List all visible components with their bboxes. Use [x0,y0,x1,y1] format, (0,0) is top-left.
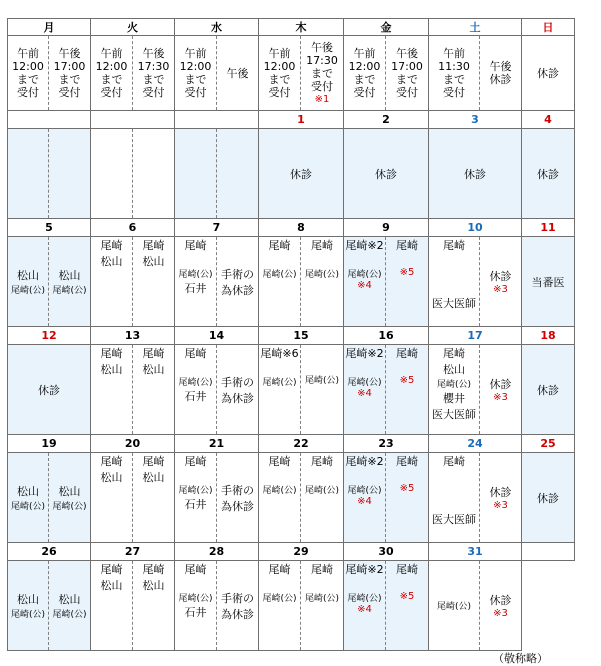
doctor-name: 尾崎 [268,455,291,468]
schedule-cell [480,453,522,543]
day-number: 26 [8,543,91,561]
doctor-name: 尾崎(公) [347,486,382,496]
wed-pm-hours [217,36,259,111]
doctor-name: 石井 [184,390,207,403]
doctor-name: 尾崎(公) [262,486,297,496]
hours-text: まで [268,73,291,86]
closed-cell: 休診 [8,345,91,435]
hours-text: 受付 [396,86,418,99]
hours-text: 受付 [100,86,123,99]
doctor-name: 石井 [184,606,207,619]
sat-pm-hours [480,36,522,111]
closed-text: 手術の [221,375,254,389]
hours-text: 午前 [268,47,291,60]
hours-text: 12:00 [95,60,128,73]
doctor-name: 医大医師 [432,297,476,310]
doctor-name: 尾崎(公) [10,286,46,296]
hours-text: 午前 [443,47,465,60]
doctor-name: 尾崎 [268,563,291,576]
hours-text: 午後 [58,47,81,60]
week1-schedule-row [8,129,575,219]
tue-pm-hours [133,36,175,111]
hours-text: 17:00 [391,60,423,73]
fri-am-hours [344,36,386,111]
closed-text: 休診 [489,594,512,607]
note-text: ※4 [357,496,372,507]
hours-text: 12:00 [348,60,381,73]
schedule-cell [91,453,133,543]
day-number: 23 [344,435,429,453]
hours-text: まで [58,73,81,86]
hours-text: 17:00 [53,60,86,73]
hours-text: 午後 [311,40,333,54]
doctor-name: 尾崎 [100,347,123,360]
doctor-name: 松山 [100,471,123,484]
note-text: ※4 [357,280,372,291]
note-text: ※3 [493,608,508,619]
day-number [175,111,259,129]
closed-cell: 休診 [344,129,429,219]
hours-text: 午後 [142,47,165,60]
doctor-name: 尾崎 [142,239,165,252]
doctor-name: 尾崎(公) [262,378,297,388]
doctor-name: 松山 [17,593,39,606]
doctor-name: 松山 [100,255,123,268]
schedule-cell [133,237,175,327]
day-number: 7 [175,219,259,237]
doctor-name: 医大医師 [432,513,476,526]
schedule-cell [344,453,386,543]
day-number: 13 [91,327,175,345]
day-number: 8 [259,219,344,237]
doctor-name: 尾崎(公) [347,378,382,388]
doctor-name: 尾崎(公) [178,594,213,604]
day-number: 10 [429,219,522,237]
doctor-name: 尾崎 [142,455,165,468]
note-text: ※5 [399,483,415,494]
doctor-name: 櫻井 [443,392,465,405]
doctor-name: 松山 [17,269,39,282]
weekday-thu: 木 [259,19,344,36]
day-number: 14 [175,327,259,345]
doctor-name: 尾崎(公) [304,486,340,496]
schedule-cell [217,453,259,543]
day-number: 24 [429,435,522,453]
hours-text: 午前 [184,47,207,60]
doctor-name: 松山 [58,485,81,498]
day-number: 31 [429,543,522,561]
day-number [522,543,575,561]
doctor-name: 尾崎 [100,239,123,252]
closed-text: 休診 [489,378,512,391]
schedule-cell [49,237,91,327]
doctor-name: 尾崎(公) [52,286,87,296]
doctor-name: 尾崎 [396,347,418,360]
doctor-name: 松山 [100,579,123,592]
clinic-schedule-table [7,18,575,651]
hours-text: 午前 [17,47,39,60]
doctor-name: 尾崎 [443,239,465,252]
doctor-name: 尾崎 [396,563,418,576]
schedule-cell [480,561,522,651]
schedule-cell [8,453,49,543]
closed-text: 休診 [489,270,512,283]
doctor-name: 尾崎(公) [178,378,213,388]
closed-text: 休診 [489,486,512,499]
hours-text: 11:30 [438,60,470,73]
doctor-name: 尾崎※2 [345,347,384,360]
hours-text: 受付 [311,79,333,93]
hours-text: まで [17,73,39,86]
schedule-cell [259,561,301,651]
doctor-name: 尾崎(公) [436,380,472,390]
schedule-cell [344,237,386,327]
wed-am-hours [175,36,217,111]
week4-date-row [8,435,575,453]
doctor-name: 松山 [443,363,465,376]
note-text: ※4 [357,388,372,399]
schedule-cell [344,561,386,651]
hours-text: 午前 [100,47,123,60]
schedule-cell [8,129,49,219]
closed-text: 為休診 [221,499,254,513]
doctor-name: 松山 [58,593,81,606]
schedule-cell [8,237,49,327]
closed-text: 手術の [221,591,254,605]
schedule-cell [175,345,217,435]
doctor-name: 尾崎 [311,455,333,468]
doctor-name: 尾崎 [184,239,207,252]
hours-text: 午後 [489,60,512,73]
day-number: 11 [522,219,575,237]
doctor-name: 尾崎(公) [10,610,46,620]
hours-text: まで [396,73,418,86]
doctor-name: 尾崎(公) [347,270,382,280]
schedule-cell [217,129,259,219]
schedule-cell [217,345,259,435]
hours-text: まで [142,73,165,86]
hours-text: 17:30 [137,60,170,73]
sun-hours: 休診 [522,36,575,111]
schedule-cell [91,561,133,651]
day-number: 15 [259,327,344,345]
hours-text: 午前 [353,47,376,60]
doctor-name: 尾崎(公) [52,502,87,512]
doctor-name: 尾崎(公) [52,610,87,620]
schedule-cell [429,561,480,651]
schedule-cell [429,345,480,435]
thu-pm-hours [301,36,344,111]
doctor-name: 尾崎 [443,455,465,468]
doctor-name: 尾崎 [311,239,333,252]
closed-text: 為休診 [221,607,254,621]
weekday-tue: 火 [91,19,175,36]
schedule-cell [133,453,175,543]
doctor-name: 尾崎※6 [260,347,299,360]
day-number: 19 [8,435,91,453]
closed-cell: 休診 [522,129,575,219]
day-number: 3 [429,111,522,129]
day-number: 27 [91,543,175,561]
doctor-name: 尾崎 [311,563,333,576]
doctor-name: 尾崎(公) [304,270,340,280]
hours-text: まで [100,73,123,86]
sat-am-hours [429,36,480,111]
day-number: 21 [175,435,259,453]
doctor-name: 尾崎 [443,347,465,360]
week5-date-row [8,543,575,561]
week2-date-row [8,219,575,237]
day-number: 18 [522,327,575,345]
schedule-cell [175,453,217,543]
doctor-name: 尾崎(公) [262,594,297,604]
schedule-cell [386,561,429,651]
note-text: ※4 [357,604,372,615]
doctor-name: 尾崎※2 [345,455,384,468]
tue-am-hours [91,36,133,111]
week1-date-row [8,111,575,129]
hours-text: 受付 [142,86,165,99]
closed-cell: 休診 [522,453,575,543]
hours-text: 受付 [353,86,376,99]
note-text: ※3 [493,392,508,403]
hours-text: まで [184,73,207,86]
day-number: 12 [8,327,91,345]
note-1-text: ※1 [314,93,330,105]
doctor-name: 尾崎 [184,455,207,468]
schedule-cell [133,345,175,435]
doctor-name: 医大医師 [432,408,476,421]
doctor-name: 尾崎(公) [178,486,213,496]
day-number: 17 [429,327,522,345]
doctor-name: 尾崎(公) [10,502,46,512]
doctor-name: 尾崎 [184,563,207,576]
doctor-name: 尾崎 [268,239,291,252]
mon-pm-hours [49,36,91,111]
schedule-cell [386,453,429,543]
weekday-mon: 月 [8,19,91,36]
doctor-name: 松山 [142,471,165,484]
schedule-cell [175,129,217,219]
fri-pm-hours [386,36,429,111]
day-number: 2 [344,111,429,129]
schedule-cell [91,237,133,327]
closed-text: 手術の [221,267,254,281]
note-text: ※3 [493,500,508,511]
schedule-cell [301,561,344,651]
schedule-cell [49,561,91,651]
doctor-name: 松山 [142,255,165,268]
hours-row [8,36,575,111]
note-text: ※5 [399,591,415,602]
doctor-name: 石井 [184,282,207,295]
doctor-name: 尾崎 [396,239,418,252]
day-number: 1 [259,111,344,129]
hours-text: 12:00 [179,60,212,73]
doctor-name: 尾崎 [396,455,418,468]
day-number: 22 [259,435,344,453]
doctor-name: 松山 [100,363,123,376]
schedule-cell [259,453,301,543]
hours-text: 受付 [17,86,39,99]
schedule-cell [217,237,259,327]
note-text: ※5 [399,375,415,386]
doctor-name: 尾崎(公) [436,602,472,612]
doctor-name: 尾崎 [142,563,165,576]
hours-text: 受付 [184,86,207,99]
day-number [8,111,91,129]
doctor-name: 尾崎(公) [347,594,382,604]
day-number: 5 [8,219,91,237]
schedule-cell [133,129,175,219]
hours-text: 休診 [489,73,512,86]
week2-schedule-row [8,237,575,327]
week3-date-row [8,327,575,345]
day-number: 20 [91,435,175,453]
day-number: 4 [522,111,575,129]
schedule-cell [175,237,217,327]
weekday-sun: 日 [522,19,575,36]
week5-schedule-row [8,561,575,651]
note-text: ※3 [493,284,508,295]
empty-cell [522,561,575,651]
weekday-wed: 水 [175,19,259,36]
doctor-name: 尾崎(公) [304,376,340,386]
day-number: 16 [344,327,429,345]
schedule-cell [301,237,344,327]
duty-cell: 当番医 [522,237,575,327]
closed-text: 為休診 [221,391,254,405]
thu-am-hours [259,36,301,111]
schedule-cell [480,237,522,327]
hours-text: 受付 [268,86,291,99]
note-text: ※5 [399,267,415,278]
schedule-cell [429,237,480,327]
schedule-cell [49,453,91,543]
schedule-cell [301,453,344,543]
mon-am-hours [8,36,49,111]
schedule-cell [386,345,429,435]
doctor-name: 松山 [58,269,81,282]
hours-text: 午後 [396,47,418,60]
schedule-cell [480,345,522,435]
hours-text: 受付 [58,86,81,99]
doctor-name: 石井 [184,498,207,511]
closed-text: 手術の [221,483,254,497]
closed-cell: 休診 [429,129,522,219]
day-number: 29 [259,543,344,561]
hours-text: 午後 [226,66,249,80]
doctor-name: 尾崎※2 [345,563,384,576]
day-number: 25 [522,435,575,453]
closed-cell: 休診 [259,129,344,219]
doctor-name: 尾崎 [100,455,123,468]
doctor-name: 尾崎 [184,347,207,360]
weekday-header-row [8,19,575,36]
doctor-name: 尾崎(公) [304,594,340,604]
schedule-cell [344,345,386,435]
weekday-sat: 土 [429,19,522,36]
schedule-cell [91,129,133,219]
doctor-name: 尾崎(公) [178,270,213,280]
schedule-cell [386,237,429,327]
schedule-cell [429,453,480,543]
schedule-cell [91,345,133,435]
hours-text: 受付 [443,86,465,99]
week4-schedule-row [8,453,575,543]
day-number: 6 [91,219,175,237]
day-number: 30 [344,543,429,561]
doctor-name: 尾崎※2 [345,239,384,252]
day-number: 9 [344,219,429,237]
day-number [91,111,175,129]
hours-text: まで [311,66,333,80]
honorifics-note: （敬称略） [493,652,548,665]
hours-text: まで [443,73,465,86]
doctor-name: 松山 [17,485,39,498]
doctor-name: 尾崎 [100,563,123,576]
hours-text: 12:00 [263,60,296,73]
schedule-cell [217,561,259,651]
doctor-name: 尾崎 [142,347,165,360]
schedule-cell [49,129,91,219]
schedule-cell [8,561,49,651]
schedule-cell [301,345,344,435]
weekday-fri: 金 [344,19,429,36]
schedule-cell [133,561,175,651]
schedule-cell [259,345,301,435]
doctor-name: 松山 [142,363,165,376]
closed-text: 為休診 [221,283,254,297]
hours-text: まで [353,73,376,86]
week3-schedule-row [8,345,575,435]
doctor-name: 尾崎(公) [262,270,297,280]
closed-cell: 休診 [522,345,575,435]
hours-text: 12:00 [12,60,44,73]
hours-text: 17:30 [306,53,338,67]
doctor-name: 松山 [142,579,165,592]
schedule-cell [259,237,301,327]
day-number: 28 [175,543,259,561]
schedule-cell [175,561,217,651]
